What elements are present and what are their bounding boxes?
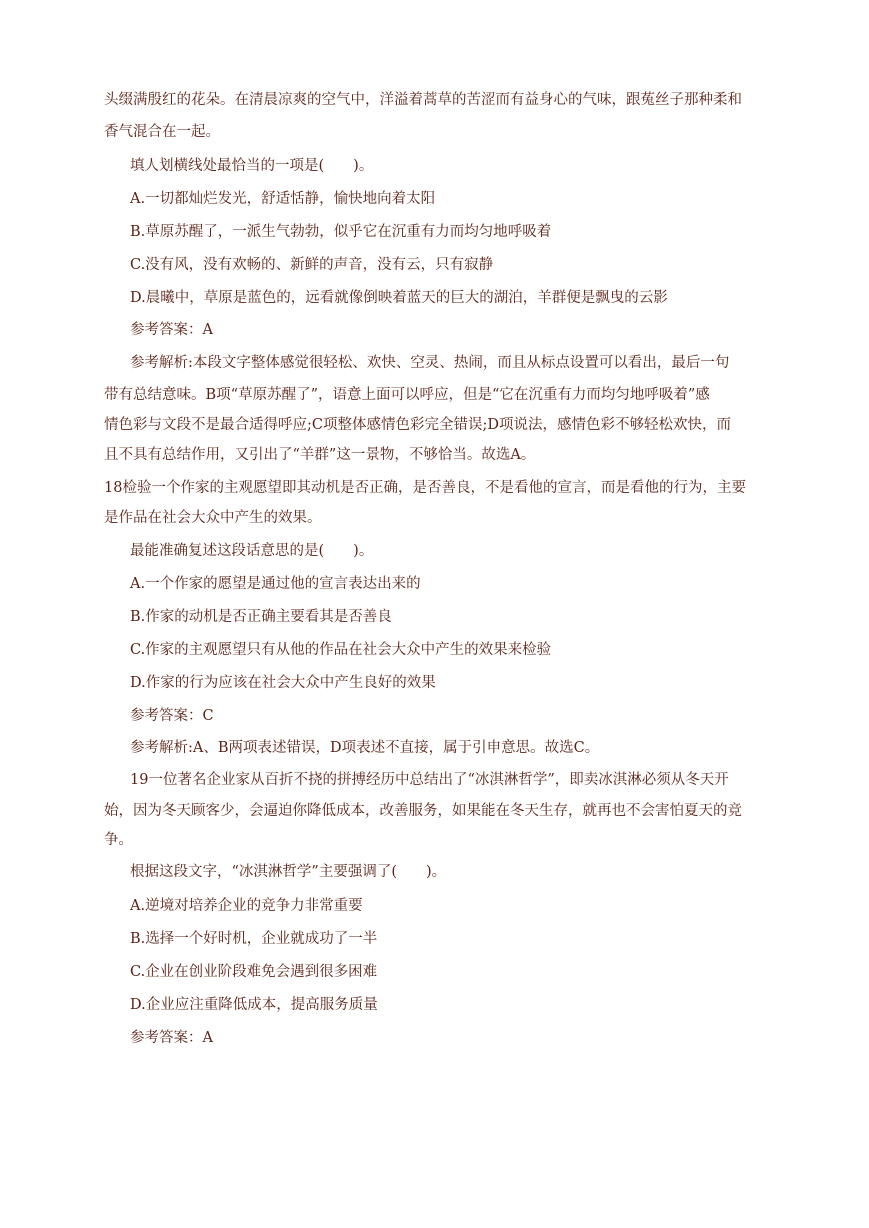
q17-option-a: A.一切都灿烂发光，舒适恬静，愉快地向着太阳 — [130, 191, 436, 207]
q17-option-b: B.草原苏醒了，一派生气勃勃，似乎它在沉重有力而均匀地呼吸着 — [130, 224, 552, 240]
q17-prompt: 填人划横线处最恰当的一项是( )。 — [130, 158, 374, 174]
q17-answer: 参考答案：A — [130, 322, 213, 338]
q19-stem-line-1: 19一位著名企业家从百折不挠的拼搏经历中总结出了“冰淇淋哲学”，即卖冰淇淋必须从冬天开 — [130, 772, 729, 788]
q17-analysis-line-3: 情色彩与文段不是最合适得呼应;C项整体感情色彩完全错误;D项说法，感情色彩不够轻松欢快，而 — [104, 417, 731, 433]
q18-option-d: D.作家的行为应该在社会大众中产生良好的效果 — [130, 675, 436, 691]
q17-analysis-line-2: 带有总结意味。B项“草原苏醒了”，语意上面可以呼应，但是“它在沉重有力而均匀地呼吸着”感 — [104, 387, 710, 403]
q17-option-d: D.晨曦中，草原是蓝色的，远看就像倒映着蓝天的巨大的湖泊，羊群便是飘曳的云影 — [130, 290, 668, 306]
q18-prompt: 最能准确复述这段话意思的是( )。 — [130, 543, 374, 559]
q19-stem-line-2: 始，因为冬天顾客少，会逼迫你降低成本，改善服务，如果能在冬天生存，就再也不会害怕夏天的竞 — [104, 803, 742, 819]
q17-passage-line-1: 头缀满殷红的花朵。在清晨凉爽的空气中，洋溢着蒿草的苦涩而有益身心的气味，跟菟丝子那种柔和 — [104, 92, 742, 108]
q18-stem-line-1: 18检验一个作家的主观愿望即其动机是否正确，是否善良，不是看他的宣言，而是看他的行为，主要 — [104, 480, 746, 496]
q17-analysis-line-1: 参考解析:本段文字整体感觉很轻松、欢快、空灵、热闹，而且从标点设置可以看出，最后一句 — [130, 355, 730, 371]
q19-answer: 参考答案：A — [130, 1030, 213, 1046]
q19-prompt: 根据这段文字，“冰淇淋哲学”主要强调了( )。 — [130, 864, 447, 880]
q19-option-c: C.企业在创业阶段难免会遇到很多困难 — [130, 964, 378, 980]
q18-option-a: A.一个作家的愿望是通过他的宣言表达出来的 — [130, 576, 421, 592]
q17-passage-line-2: 香气混合在一起。 — [104, 124, 220, 140]
q18-answer: 参考答案：C — [130, 708, 214, 724]
q17-option-c: C.没有风，没有欢畅的、新鲜的声音，没有云，只有寂静 — [130, 257, 494, 273]
q18-stem-line-2: 是作品在社会大众中产生的效果。 — [104, 510, 322, 526]
q18-option-c: C.作家的主观愿望只有从他的作品在社会大众中产生的效果来检验 — [130, 642, 552, 658]
q19-stem-line-3: 争。 — [104, 832, 133, 848]
q19-option-a: A.逆境对培养企业的竞争力非常重要 — [130, 898, 363, 914]
q18-analysis: 参考解析:A、B两项表述错误，D项表述不直接，属于引申意思。故选C。 — [130, 740, 600, 756]
q19-option-b: B.选择一个好时机，企业就成功了一半 — [130, 931, 378, 947]
q19-option-d: D.企业应注重降低成本，提高服务质量 — [130, 997, 378, 1013]
q18-option-b: B.作家的动机是否正确主要看其是否善良 — [130, 609, 392, 625]
q17-analysis-line-4: 且不具有总结作用，又引出了“羊群”这一景物，不够恰当。故选A。 — [104, 447, 536, 463]
